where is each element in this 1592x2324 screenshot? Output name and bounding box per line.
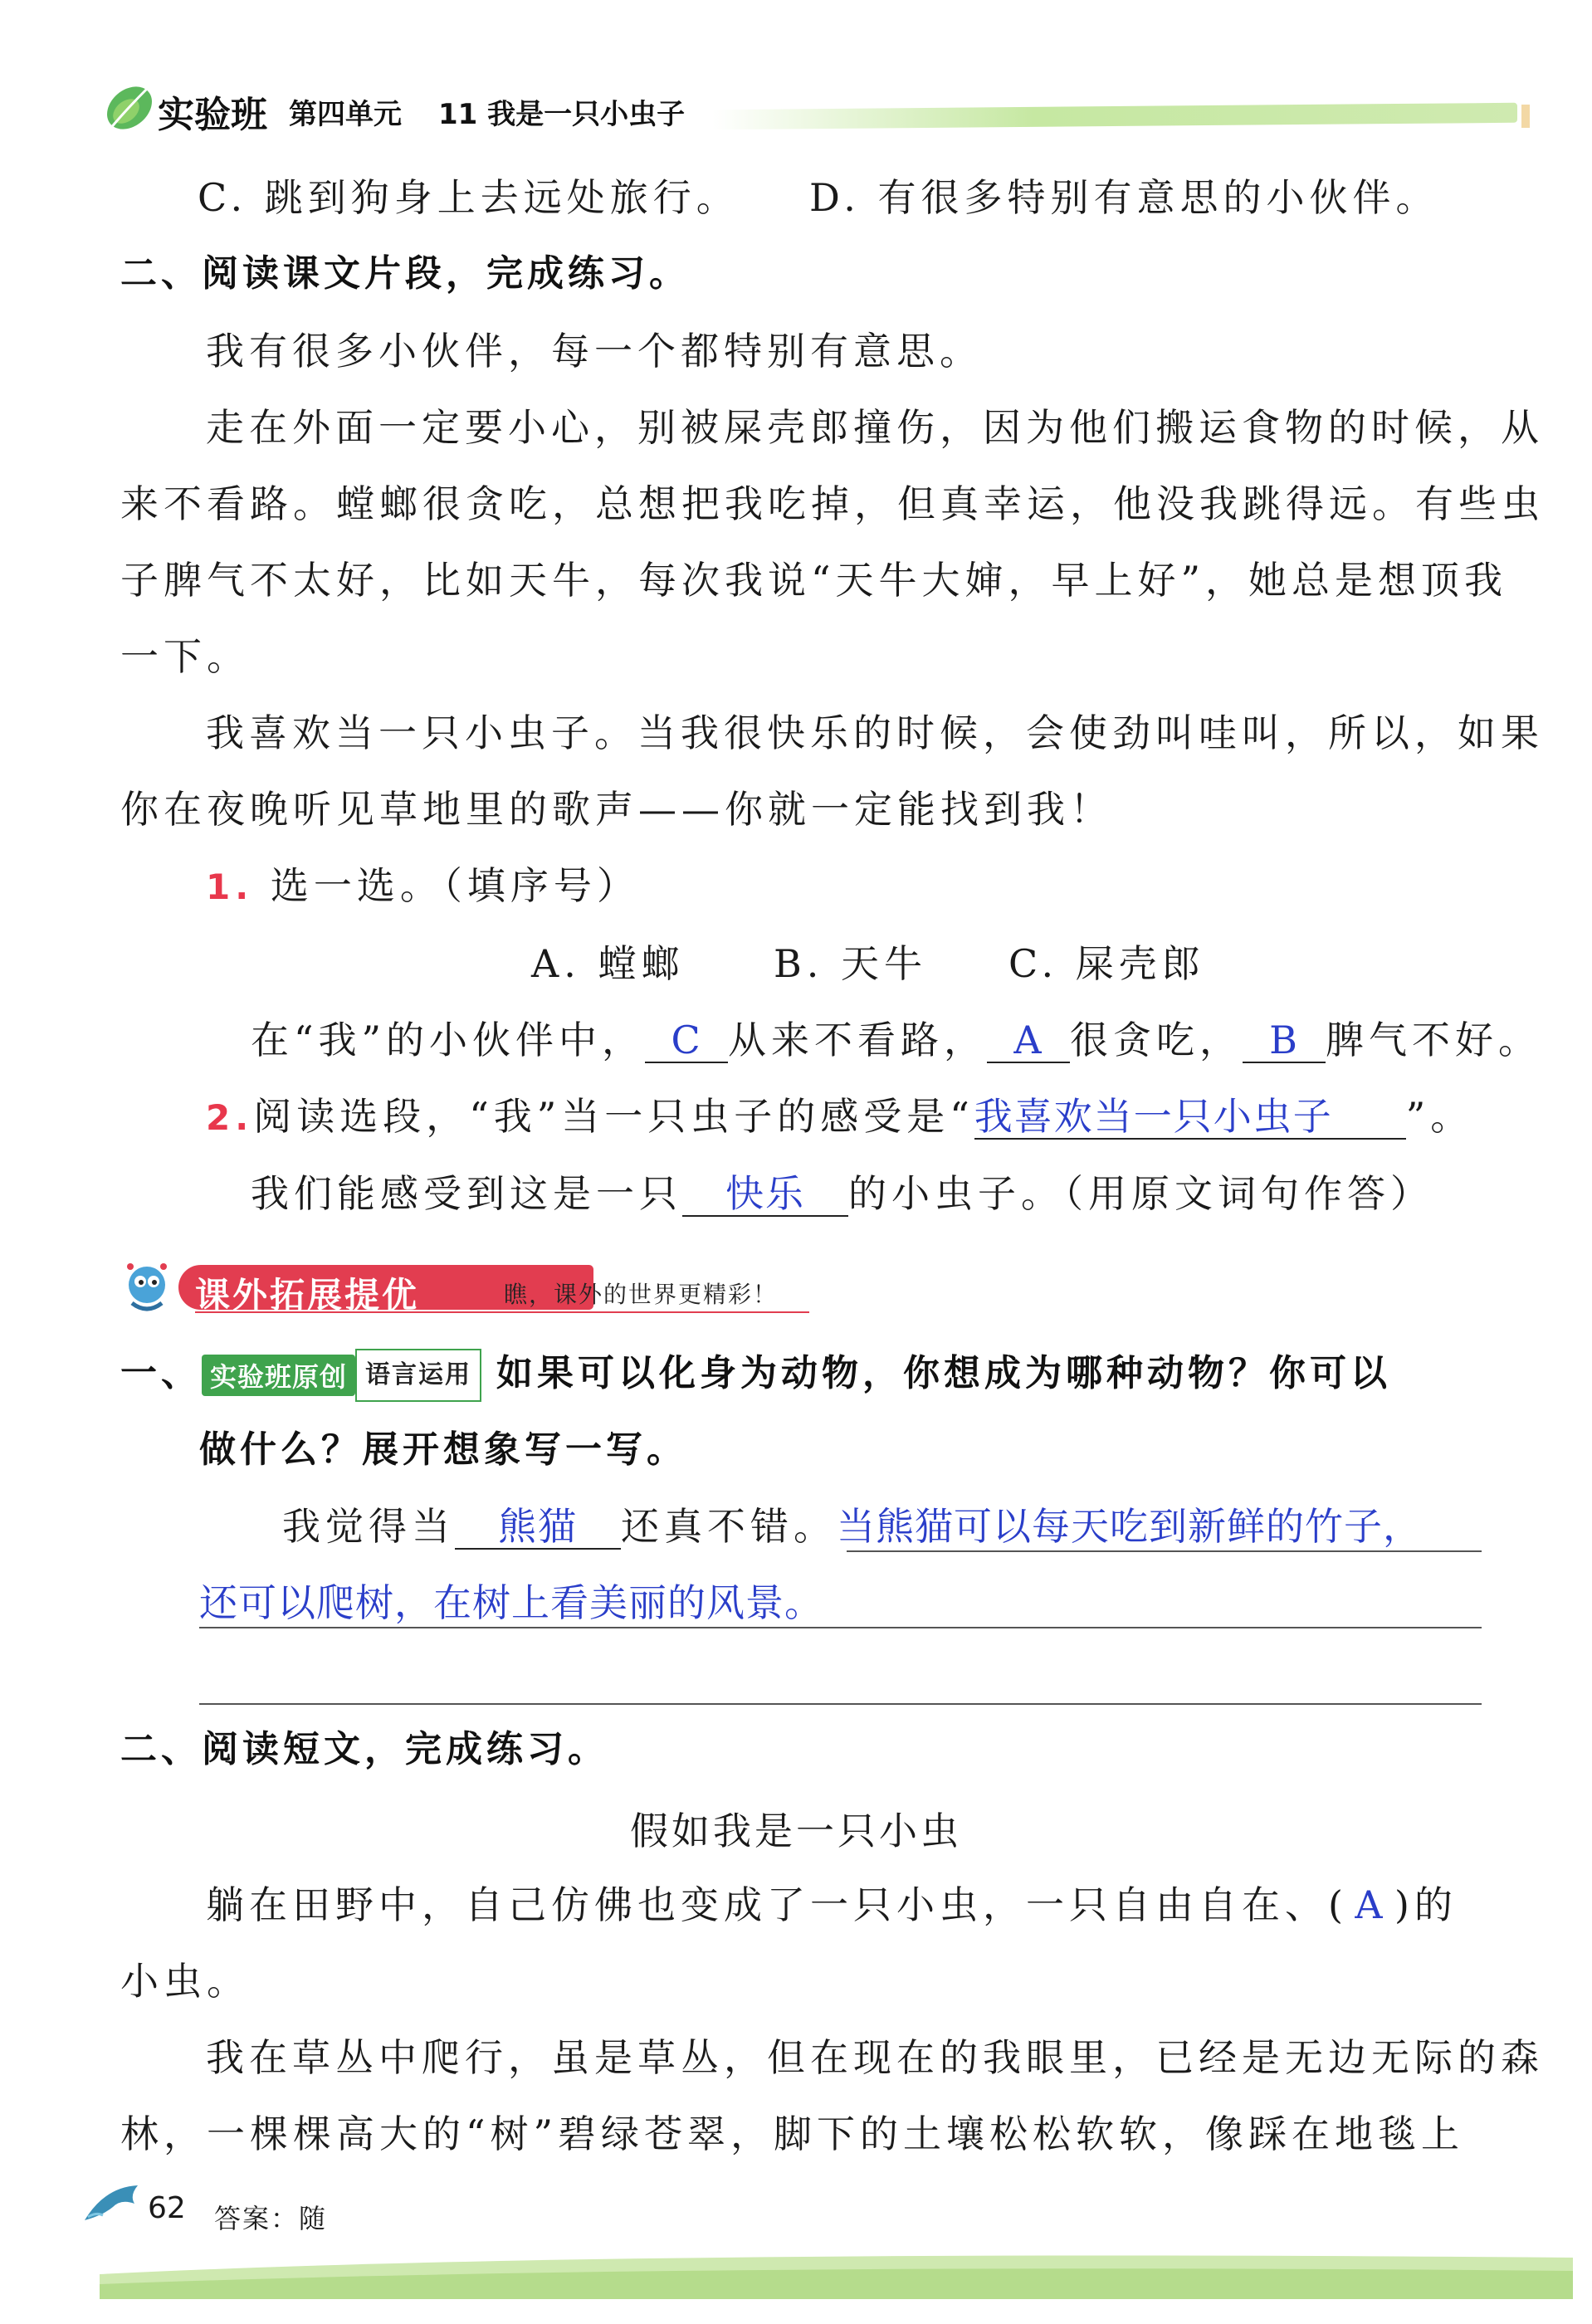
- sentence-part: ”。: [1405, 1094, 1474, 1139]
- header-decor-cap: [1521, 105, 1530, 128]
- choice-c: C. 屎壳郎: [1008, 941, 1205, 986]
- passage-line: 一下。: [120, 634, 250, 679]
- dolphin-icon: [80, 2179, 146, 2229]
- answer-rule: [199, 1627, 1482, 1628]
- passage-line: 子脾气不太好，比如天牛，每次我说“天牛大婶，早上好”，她总是想顶我: [120, 558, 1508, 603]
- q1-fill-sentence: [251, 1015, 1541, 1065]
- question-number: 2.: [206, 1097, 254, 1138]
- option-c: C. 跳到狗身上去远处旅行。: [198, 175, 740, 220]
- question-text: 如果可以化身为动物，你想成为哪种动物？你可以: [496, 1352, 1392, 1394]
- passage-line: 我喜欢当一只小虫子。当我很快乐的时候，会使劲叫哇叫，所以，如果: [206, 710, 1544, 755]
- story-line: [206, 1880, 1458, 1930]
- passage-line: 走在外面一定要小心，别被屎壳郎撞伤，因为他们搬运食物的时候，从: [206, 405, 1544, 450]
- banner-subtitle: 瞧，课外的世界更精彩！: [504, 1281, 779, 1308]
- answer-blank: 熊猫: [455, 1505, 621, 1550]
- question-number: 1.: [206, 867, 254, 907]
- section-prefix: 一、: [120, 1352, 202, 1394]
- sentence-part: 脾气不好。: [1326, 1018, 1542, 1062]
- sentence-part: 躺在田野中，自己仿佛也变成了一只小虫，一只自由自在、(: [206, 1882, 1348, 1927]
- sentence-part: 的小虫子。（用原文词句作答）: [848, 1171, 1433, 1216]
- passage-line: 来不看路。螳螂很贪吃，总想把我吃掉，但真幸运，他没我跳得远。有些虫: [120, 481, 1545, 526]
- sentence-part: )的: [1394, 1882, 1458, 1927]
- original-tag: 实验班原创: [202, 1355, 355, 1396]
- sentence-part: 很贪吃，: [1070, 1018, 1243, 1062]
- choice-b: B. 天牛: [774, 941, 928, 986]
- ext1-answer-line1: [282, 1501, 1422, 1551]
- bracket-answer: A: [1355, 1882, 1388, 1927]
- story-title: 假如我是一只小虫: [630, 1809, 962, 1853]
- answer-blank: B: [1243, 1018, 1326, 1063]
- page-number: 62: [148, 2191, 186, 2225]
- question-2-line2: [251, 1169, 1433, 1218]
- banner-title: 课外拓展提优: [195, 1275, 420, 1316]
- option-d: D. 有很多特别有意思的小伙伴。: [809, 175, 1439, 220]
- ext2-title: 二、阅读短文，完成练习。: [120, 1728, 608, 1770]
- section-title: 二、阅读课文片段，完成练习。: [120, 252, 690, 295]
- answer-blank: 我喜欢当一只小虫子: [974, 1095, 1406, 1140]
- brand-title: 实验班: [158, 94, 267, 136]
- answer-blank: 快乐: [682, 1172, 848, 1217]
- answer-rule: [199, 1703, 1482, 1705]
- sentence-part: 在“我”的小伙伴中，: [251, 1018, 646, 1062]
- header-decor-band: [712, 103, 1517, 129]
- banner-underline: [195, 1311, 809, 1313]
- passage-line: 你在夜晚听见草地里的歌声——你就一定能找到我！: [120, 787, 1113, 832]
- leaf-logo-icon: [98, 76, 159, 138]
- ext1-question: [120, 1349, 1391, 1402]
- extension-banner: [120, 1260, 809, 1315]
- ext1-question-line2: 做什么？展开想象写一写。: [199, 1428, 687, 1471]
- passage-line: 我有很多小伙伴，每一个都特别有意思。: [206, 329, 983, 374]
- story-line: 林，一棵棵高大的“树”碧绿苍翠，脚下的土壤松松软软，像踩在地毯上: [120, 2112, 1465, 2156]
- answer-note: 答案：随: [214, 2203, 328, 2234]
- story-line: 小虫。: [120, 1959, 250, 2004]
- answer-rule: [847, 1550, 1482, 1552]
- written-answer: 还可以爬树，在树上看美丽的风景。: [199, 1580, 823, 1625]
- sentence-part: 还真不错。: [621, 1504, 837, 1549]
- choice-a: A. 螳螂: [531, 941, 685, 986]
- sentence-part: 阅读选段，“我”当一只虫子的感受是“: [253, 1094, 974, 1139]
- bug-mascot-icon: [120, 1260, 187, 1315]
- sentence-part: 我觉得当: [282, 1504, 455, 1549]
- unit-label: 第四单元: [289, 98, 402, 131]
- story-line: 我在草丛中爬行，虽是草丛，但在现在的我眼里，已经是无边无际的森: [206, 2035, 1544, 2080]
- answer-blank: C: [645, 1018, 728, 1063]
- question-2: [206, 1091, 1473, 1141]
- sentence-part: 从来不看路，: [728, 1018, 988, 1062]
- sentence-part: 我们能感受到这是一只: [251, 1171, 682, 1216]
- page-header: [98, 73, 1526, 148]
- answer-blank: A: [987, 1018, 1070, 1063]
- written-answer: 当熊猫可以每天吃到新鲜的竹子，: [837, 1504, 1422, 1549]
- question-text: 选一选。（填序号）: [270, 863, 640, 908]
- lesson-title: 11 我是一只小虫子: [438, 98, 686, 131]
- footer-decor-band: [100, 2241, 1573, 2299]
- skill-tag: 语言运用: [355, 1349, 481, 1402]
- question-1: [206, 861, 640, 911]
